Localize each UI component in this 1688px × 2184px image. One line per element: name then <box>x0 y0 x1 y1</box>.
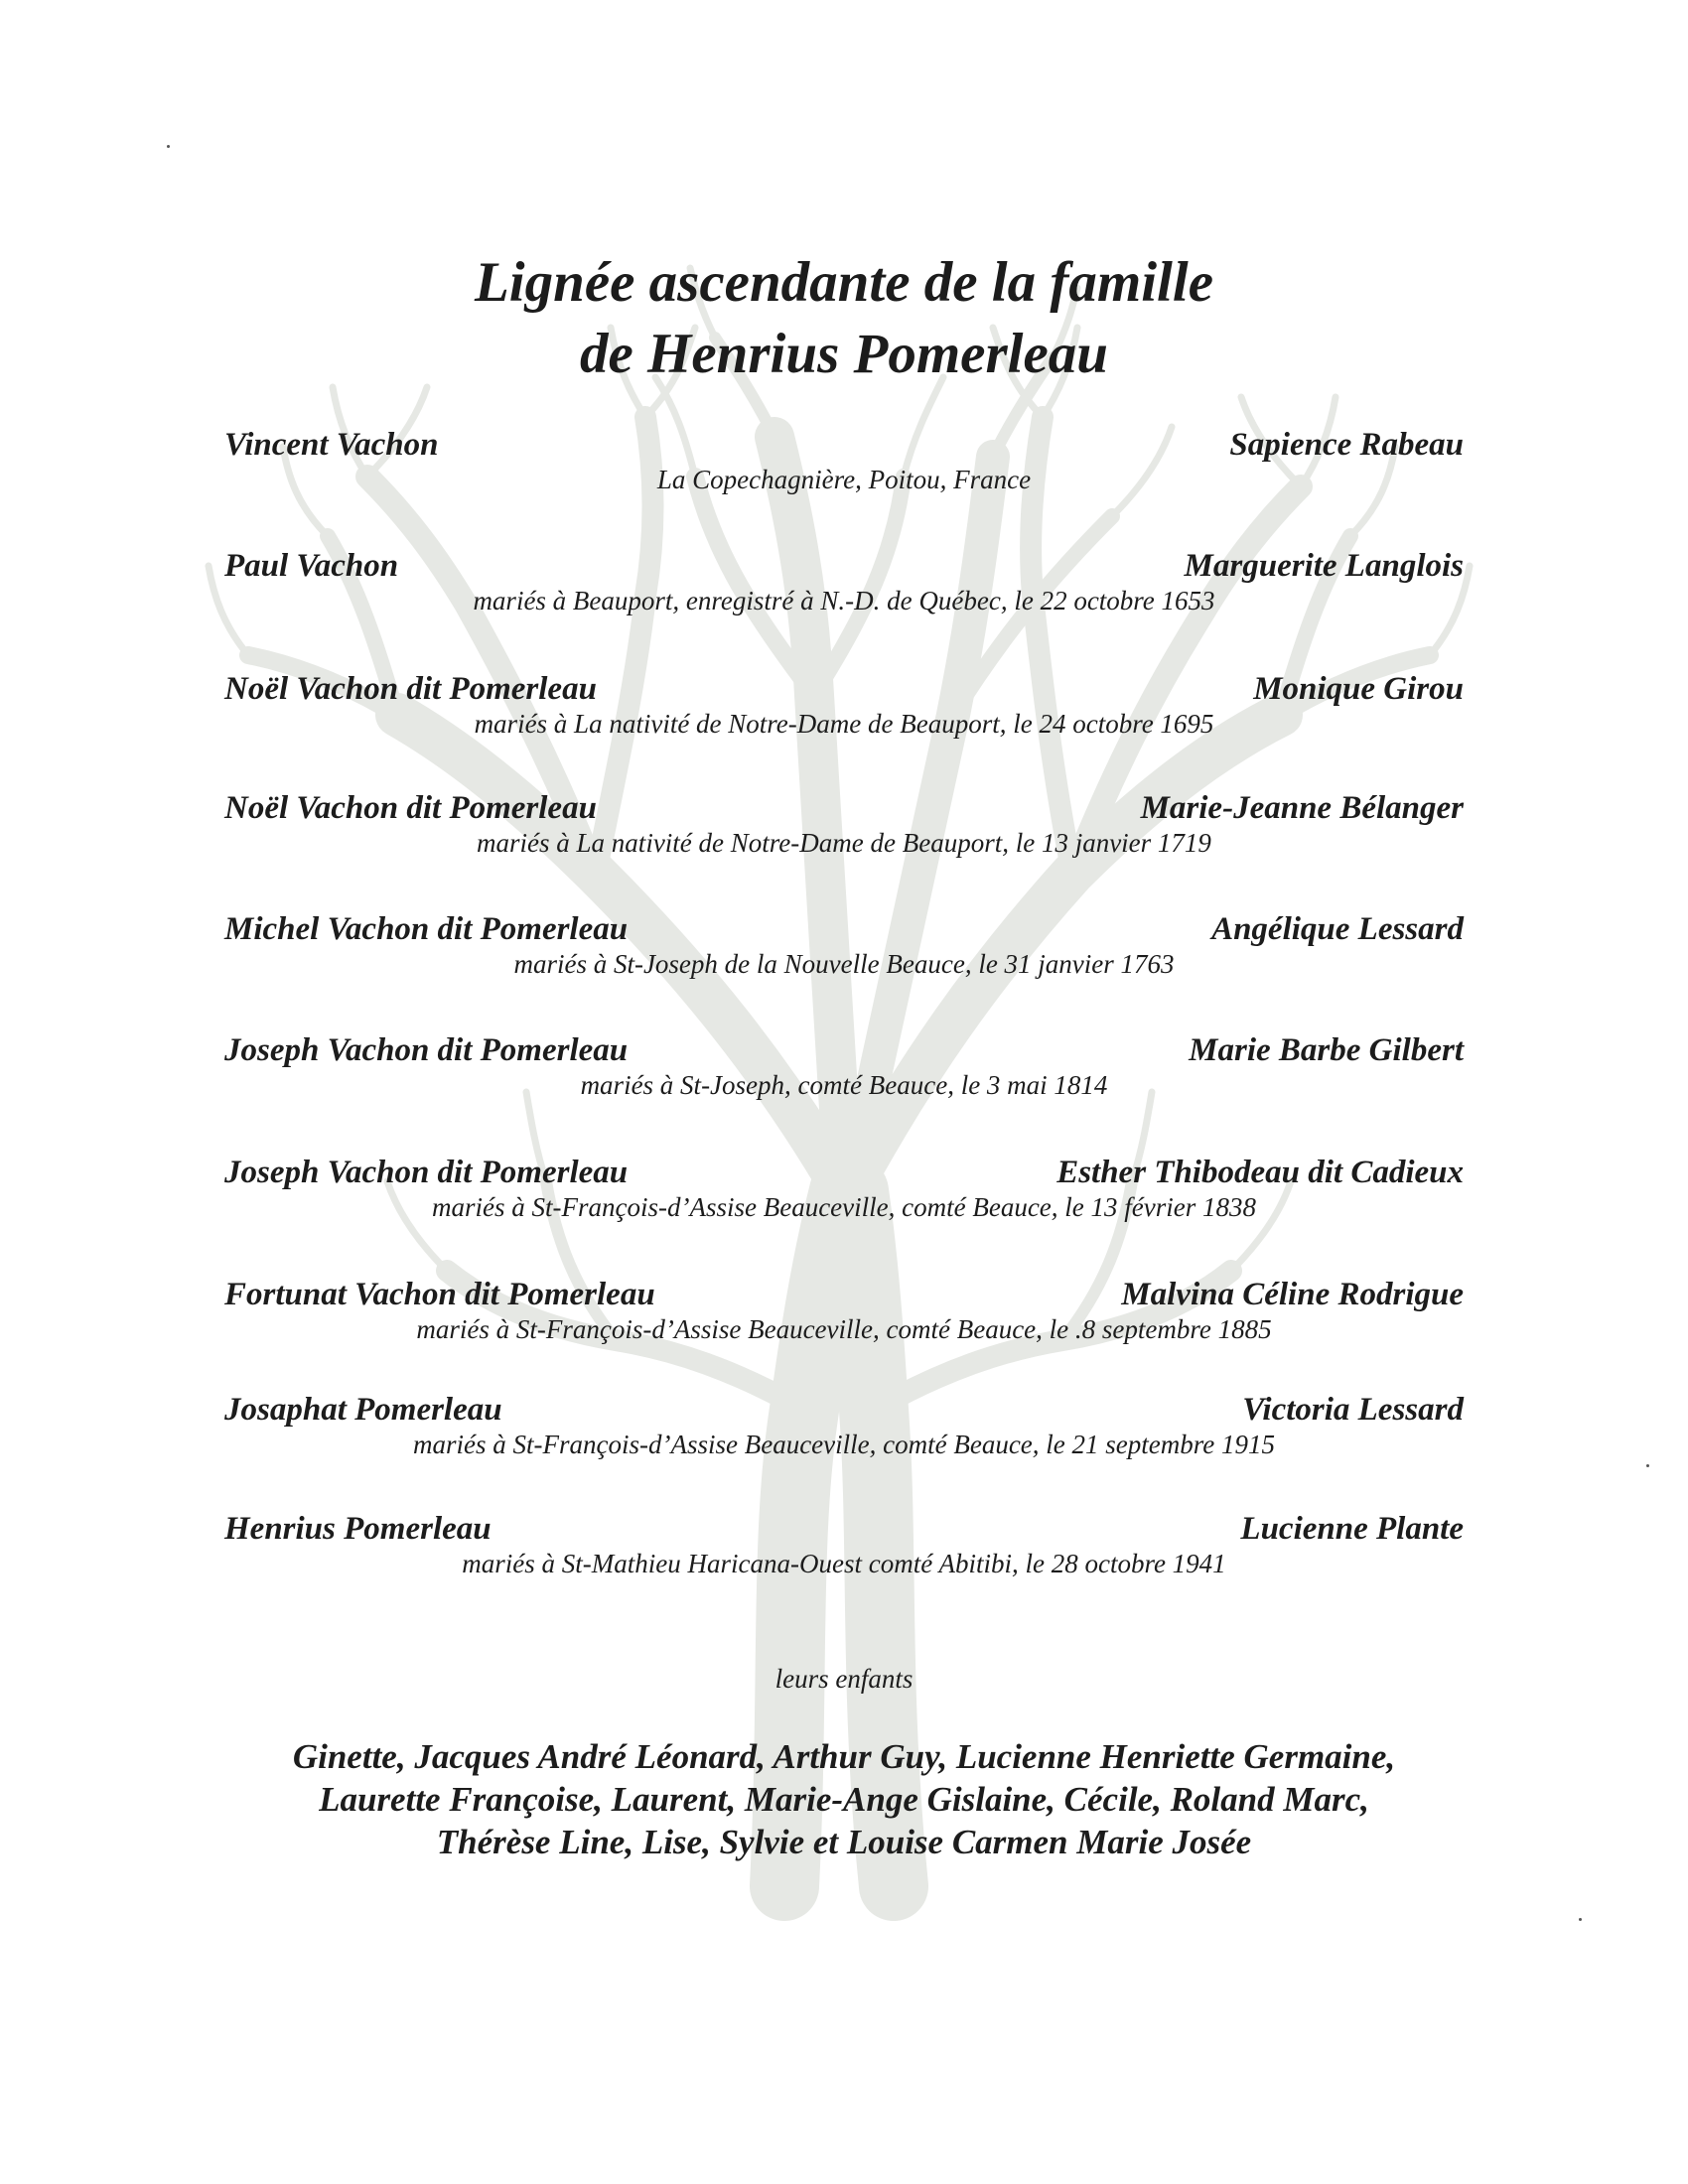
husband-name: Noël Vachon dit Pomerleau <box>224 671 597 707</box>
marriage-place: mariés à St-François-d’Assise Beauceville, comté Beauce, le 13 février 1838 <box>432 1192 1256 1222</box>
husband-name: Henrius Pomerleau <box>224 1511 492 1547</box>
marriage-place: mariés à St-Mathieu Haricana-Ouest comté Abitibi, le 28 octobre 1941 <box>462 1549 1226 1578</box>
wife-name: Marie Barbe Gilbert <box>1189 1032 1464 1068</box>
couple-entry <box>224 1032 1464 1112</box>
couple-entry <box>224 1392 1464 1471</box>
children-line: Ginette, Jacques André Léonard, Arthur Guy, Lucienne Henriette Germaine, <box>292 1737 1396 1776</box>
wife-name: Monique Girou <box>1253 671 1464 707</box>
husband-name: Joseph Vachon dit Pomerleau <box>224 1155 629 1190</box>
scan-speck <box>1646 1464 1649 1467</box>
wife-name: Angélique Lessard <box>1211 911 1464 947</box>
marriage-place: mariés à La nativité de Notre-Dame de Beauport, le 13 janvier 1719 <box>477 828 1211 858</box>
children-line: Laurette Françoise, Laurent, Marie-Ange Gislaine, Cécile, Roland Marc, <box>319 1780 1369 1819</box>
marriage-place: mariés à St-Joseph, comté Beauce, le 3 mai 1814 <box>580 1070 1108 1100</box>
marriage-place: mariés à Beauport, enregistré à N.-D. de Québec, le 22 octobre 1653 <box>473 586 1215 615</box>
wife-name: Malvina Céline Rodrigue <box>1121 1277 1464 1312</box>
husband-name: Paul Vachon <box>224 548 399 584</box>
husband-name: Fortunat Vachon dit Pomerleau <box>224 1277 655 1312</box>
scan-speck <box>1579 1918 1582 1921</box>
marriage-place: mariés à St-François-d’Assise Beauceville, comté Beauce, le .8 septembre 1885 <box>416 1314 1272 1344</box>
marriage-place: La Copechagnière, Poitou, France <box>656 465 1032 494</box>
couple-entry <box>224 1511 1464 1590</box>
couple-entry <box>224 671 1464 751</box>
wife-name: Sapience Rabeau <box>1229 427 1464 463</box>
wife-name: Victoria Lessard <box>1242 1392 1464 1428</box>
page-title-line-1: Lignée ascendante de la famille <box>474 251 1214 314</box>
marriage-place: mariés à St-François-d’Assise Beauceville, comté Beauce, le 21 septembre 1915 <box>413 1430 1275 1459</box>
marriage-place: mariés à La nativité de Notre-Dame de Beauport, le 24 octobre 1695 <box>474 709 1214 739</box>
wife-name: Marie-Jeanne Bélanger <box>1140 790 1464 826</box>
children-line: Thérèse Line, Lise, Sylvie et Louise Carmen Marie Josée <box>436 1823 1252 1861</box>
wife-name: Marguerite Langlois <box>1184 548 1464 584</box>
marriage-place: mariés à St-Joseph de la Nouvelle Beauce, le 31 janvier 1763 <box>513 949 1175 979</box>
couple-entry <box>224 911 1464 991</box>
couple-entry <box>224 1277 1464 1356</box>
couple-entry <box>224 1155 1464 1234</box>
wife-name: Esther Thibodeau dit Cadieux <box>1056 1155 1464 1190</box>
husband-name: Noël Vachon dit Pomerleau <box>224 790 597 826</box>
husband-name: Vincent Vachon <box>224 427 439 463</box>
children-label: leurs enfants <box>774 1664 914 1694</box>
couple-entry <box>224 548 1464 627</box>
husband-name: Josaphat Pomerleau <box>224 1392 502 1428</box>
couple-entry <box>224 427 1464 506</box>
children-list <box>199 1735 1489 1863</box>
husband-name: Michel Vachon dit Pomerleau <box>224 911 629 947</box>
husband-name: Joseph Vachon dit Pomerleau <box>224 1032 629 1068</box>
scan-speck <box>167 145 170 148</box>
page-title-line-2: de Henrius Pomerleau <box>579 323 1108 385</box>
wife-name: Lucienne Plante <box>1240 1511 1464 1547</box>
couple-entry <box>224 790 1464 870</box>
